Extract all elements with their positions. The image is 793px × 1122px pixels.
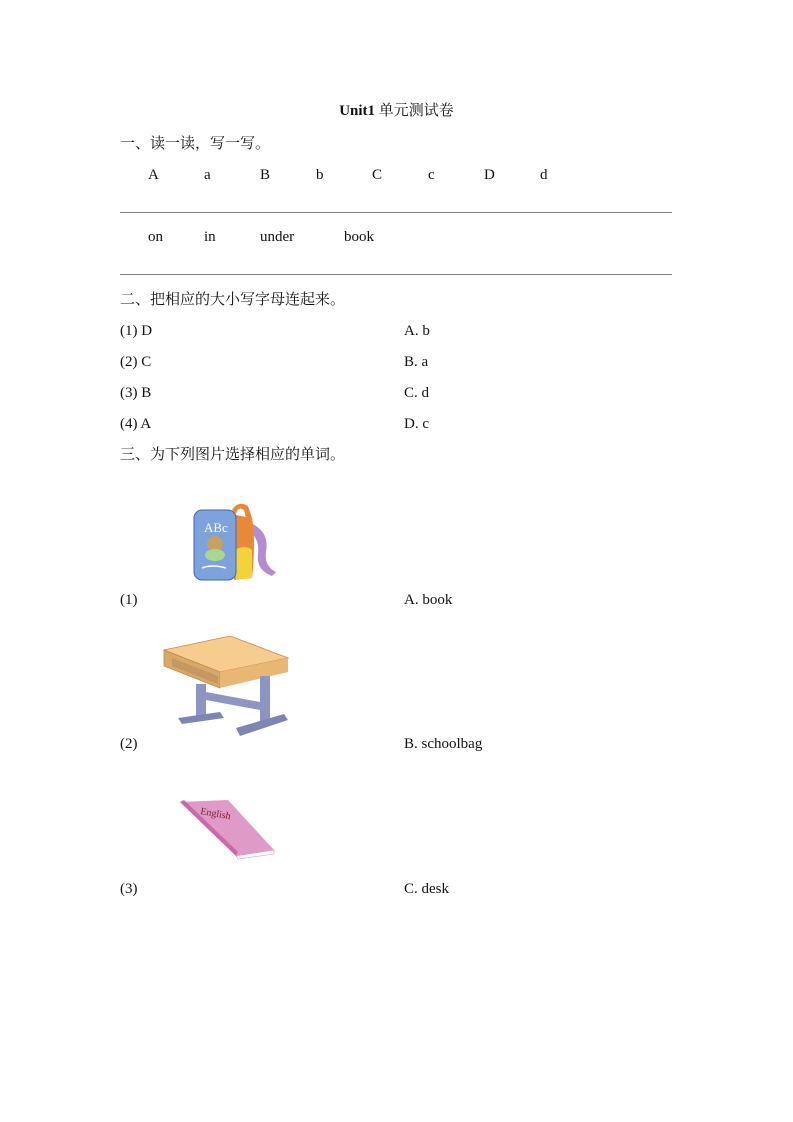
word-option: C. desk — [404, 881, 449, 897]
picture-number: (1) — [120, 592, 138, 608]
picture-number: (2) — [120, 736, 138, 752]
word-item: book — [344, 229, 374, 245]
letter-item: D — [484, 167, 495, 183]
word-option: B. schoolbag — [404, 736, 483, 752]
match-right-item: B. a — [404, 354, 429, 370]
letter-item: b — [316, 167, 324, 183]
desk-image — [160, 632, 290, 740]
schoolbag-image — [190, 500, 280, 584]
book-cover-text: English — [199, 806, 232, 823]
match-left-item: (3) B — [120, 385, 152, 401]
match-left-item: (1) D — [120, 323, 153, 339]
writing-line — [120, 212, 672, 213]
word-item: in — [204, 229, 216, 245]
section-1-heading: 一、读一读，写一写。 — [120, 136, 271, 152]
letter-item: a — [204, 167, 211, 183]
section-2-heading: 二、把相应的大小写字母连起来。 — [120, 292, 346, 308]
match-left-item: (2) C — [120, 354, 152, 370]
letter-item: d — [540, 167, 548, 183]
page-title — [0, 104, 793, 119]
match-right-item: D. c — [404, 416, 429, 432]
match-right-item: A. b — [404, 323, 430, 339]
letter-item: B — [260, 167, 271, 183]
word-option: A. book — [404, 592, 453, 608]
letter-item: C — [372, 167, 383, 183]
title-unit: Unit1 — [339, 103, 376, 119]
match-right-item: C. d — [404, 385, 430, 401]
match-left-item: (4) A — [120, 416, 152, 432]
section-3-heading: 三、为下列图片选择相应的单词。 — [120, 447, 346, 463]
word-item: under — [260, 229, 295, 245]
title-rest: 单元测试卷 — [375, 103, 454, 119]
word-item: on — [148, 229, 163, 245]
svg-text:ABc: ABc — [204, 520, 228, 535]
writing-line — [120, 274, 672, 275]
letter-item: A — [148, 167, 159, 183]
book-image — [176, 796, 280, 860]
letter-item: c — [428, 167, 435, 183]
picture-number: (3) — [120, 881, 138, 897]
